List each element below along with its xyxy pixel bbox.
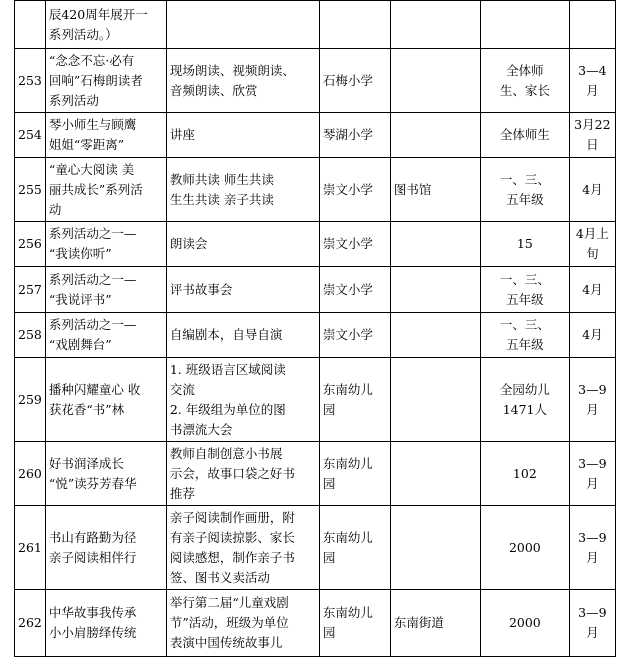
row-number: 259 — [15, 358, 46, 442]
time-period: 3—9月 — [569, 506, 615, 590]
audience: 全体师 生、家长 — [480, 49, 569, 113]
time-period: 4月 — [569, 313, 615, 358]
activity-name: 系列活动之一— “我读你听” — [45, 222, 166, 267]
activity-form: 教师共读 师生共读 生生共读 亲子共读 — [166, 158, 319, 222]
activity-name: “童心大阅读 美 丽共成长”系列活 动 — [45, 158, 166, 222]
activity-form: 1. 班级语言区域阅读 交流 2. 年级组为单位的图 书漂流大会 — [166, 358, 319, 442]
row-number: 258 — [15, 313, 46, 358]
location — [390, 506, 480, 590]
audience — [480, 1, 569, 49]
activity-form: 亲子阅读制作画册，附 有亲子阅读掠影、家长 阅读感想，制作亲子书 签、图书义卖活动 — [166, 506, 319, 590]
location — [390, 442, 480, 506]
activity-name: 书山有路勤为径 亲子阅读相伴行 — [45, 506, 166, 590]
table-row — [15, 158, 616, 222]
activity-form: 讲座 — [166, 113, 319, 158]
activity-name: “念念不忘·必有 回响”石梅朗读者 系列活动 — [45, 49, 166, 113]
activity-form: 现场朗读、视频朗读、 音频朗读、欣赏 — [166, 49, 319, 113]
organizer: 东南幼儿 园 — [319, 442, 390, 506]
table-row — [15, 49, 616, 113]
activity-form: 评书故事会 — [166, 267, 319, 313]
table-row — [15, 506, 616, 590]
row-number: 255 — [15, 158, 46, 222]
activity-form: 举行第二届“儿童戏剧 节”活动，班级为单位 表演中国传统故事儿 — [166, 590, 319, 657]
time-period: 3—4月 — [569, 49, 615, 113]
location — [390, 313, 480, 358]
audience: 2000 — [480, 506, 569, 590]
activity-name: 系列活动之一— “戏剧舞台” — [45, 313, 166, 358]
organizer: 琴湖小学 — [319, 113, 390, 158]
table-row — [15, 1, 616, 49]
organizer: 崇文小学 — [319, 158, 390, 222]
time-period: 3—9月 — [569, 590, 615, 657]
activity-name: 中华故事我传承 小小肩膀绎传统 — [45, 590, 166, 657]
location — [390, 222, 480, 267]
table-row — [15, 358, 616, 442]
organizer — [319, 1, 390, 49]
activity-form: 自编剧本，自导自演 — [166, 313, 319, 358]
table-row — [15, 313, 616, 358]
table-row — [15, 113, 616, 158]
row-number: 257 — [15, 267, 46, 313]
audience: 一、三、 五年级 — [480, 267, 569, 313]
time-period: 4月 — [569, 267, 615, 313]
activity-name: 播种闪耀童心 收 获花香“书”林 — [45, 358, 166, 442]
table-row — [15, 267, 616, 313]
audience: 一、三、 五年级 — [480, 158, 569, 222]
row-number: 253 — [15, 49, 46, 113]
location — [390, 358, 480, 442]
row-number: 261 — [15, 506, 46, 590]
organizer: 崇文小学 — [319, 313, 390, 358]
time-period — [569, 1, 615, 49]
time-period: 3—9月 — [569, 442, 615, 506]
activity-form: 教师自制创意小书展 示会，故事口袋之好书 推荐 — [166, 442, 319, 506]
audience: 全园幼儿 1471人 — [480, 358, 569, 442]
audience: 2000 — [480, 590, 569, 657]
activity-name: 好书润泽成长 “悦”读芬芳春华 — [45, 442, 166, 506]
table-row — [15, 590, 616, 657]
row-number: 260 — [15, 442, 46, 506]
audience: 一、三、 五年级 — [480, 313, 569, 358]
organizer: 东南幼儿 园 — [319, 358, 390, 442]
table-row — [15, 442, 616, 506]
time-period: 4月上 旬 — [569, 222, 615, 267]
organizer: 东南幼儿 园 — [319, 506, 390, 590]
organizer: 东南幼儿 园 — [319, 590, 390, 657]
audience: 15 — [480, 222, 569, 267]
location: 东南街道 — [390, 590, 480, 657]
organizer: 石梅小学 — [319, 49, 390, 113]
audience: 102 — [480, 442, 569, 506]
time-period: 4月 — [569, 158, 615, 222]
activity-form — [166, 1, 319, 49]
table-row — [15, 222, 616, 267]
activity-name: 琴小师生与顾鹰 姐姐“零距离” — [45, 113, 166, 158]
location: 图书馆 — [390, 158, 480, 222]
activity-table — [14, 0, 616, 657]
activity-name: 辰420周年展开一 系列活动。） — [45, 1, 166, 49]
row-number: 254 — [15, 113, 46, 158]
location — [390, 113, 480, 158]
organizer: 崇文小学 — [319, 222, 390, 267]
organizer: 崇文小学 — [319, 267, 390, 313]
row-number — [15, 1, 46, 49]
activity-form: 朗读会 — [166, 222, 319, 267]
time-period: 3—9月 — [569, 358, 615, 442]
location — [390, 1, 480, 49]
audience: 全体师生 — [480, 113, 569, 158]
row-number: 256 — [15, 222, 46, 267]
location — [390, 267, 480, 313]
time-period: 3月22 日 — [569, 113, 615, 158]
activity-name: 系列活动之一— “我说评书” — [45, 267, 166, 313]
location — [390, 49, 480, 113]
row-number: 262 — [15, 590, 46, 657]
